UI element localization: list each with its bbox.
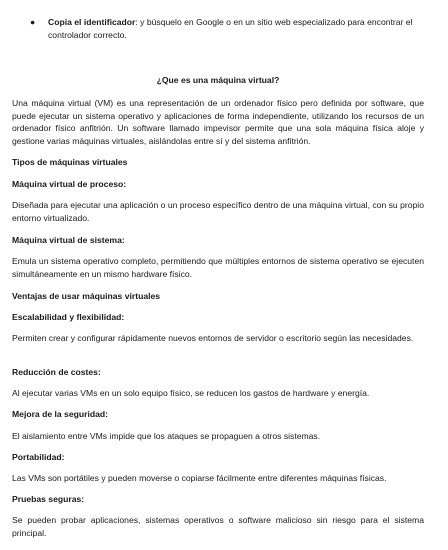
- costs-heading: Reducción de costes:: [12, 367, 101, 377]
- scalability-heading: Escalabilidad y flexibilidad:: [12, 312, 125, 322]
- bullet-label: Copia el identificador: [48, 17, 136, 27]
- security-heading: Mejora de la seguridad:: [12, 409, 108, 419]
- section-title: ¿Que es una máquina virtual?: [156, 75, 280, 85]
- bullet-item: [30, 16, 425, 41]
- security-text: El aislamiento entre VMs impide que los ataques se propaguen a otros sistemas.: [12, 431, 321, 441]
- bullet-body: : y búsquelo en Google o en un sitio web especializado para encontrar el controlador correcto.: [48, 17, 413, 40]
- testing-heading: Pruebas seguras:: [12, 494, 85, 504]
- testing-text: Se pueden probar aplicaciones, sistemas operativos o software malicioso sin riesgo para el sistema principal.: [12, 515, 424, 538]
- scalability-text: Permiten crear y configurar rápidamente nuevos entornos de servidor o escritorio según las necesidades.: [12, 333, 414, 343]
- intro-paragraph: Una máquina virtual (VM) es una representación de un ordenador físico pero definida por software, que puede ejecutar un sistema operativo y aplicaciones de forma independiente, utilizando los recursos de un ordenador físico anfitrión. Un software llamado impevisor permite que una sola máquina física aloje y gestione varias máquinas virtuales, aislándolas entre sí y del sistema anfitrión.: [12, 98, 424, 146]
- system-vm-text: Emula un sistema operativo completo, permitiendo que múltiples entornos de sistema operativo se ejecuten simultáneamente en un mismo hardware físico.: [12, 256, 424, 279]
- portability-text: Las VMs son portátiles y pueden moverse o copiarse fácilmente entre diferentes máquinas físicas.: [12, 473, 387, 483]
- portability-heading: Portabilidad:: [12, 452, 65, 462]
- costs-text: Al ejecutar varias VMs en un solo equipo físico, se reducen los gastos de hardware y energía.: [12, 388, 370, 398]
- system-vm-heading: Máquina virtual de sistema:: [12, 235, 125, 245]
- advantages-heading: Ventajas de usar máquinas virtuales: [12, 291, 161, 301]
- bullet-text: [48, 16, 425, 41]
- process-vm-heading: Máquina virtual de proceso:: [12, 179, 127, 189]
- bullet-dot-icon: ●: [30, 17, 36, 27]
- types-heading: Tipos de máquinas virtuales: [12, 157, 128, 167]
- process-vm-text: Diseñada para ejecutar una aplicación o un proceso específico dentro de una máquina virtual, con su propio entorno virtualizado.: [12, 200, 424, 223]
